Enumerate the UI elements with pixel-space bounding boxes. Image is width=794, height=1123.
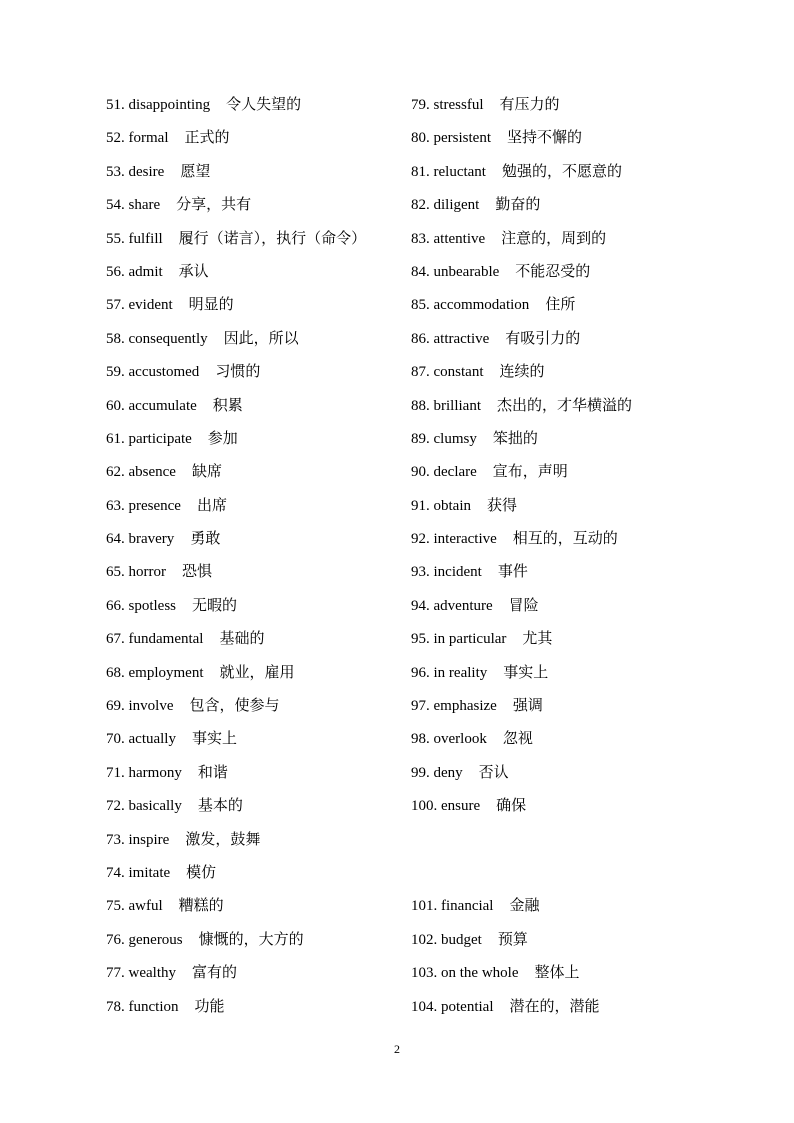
entry-word: attractive: [433, 330, 490, 347]
vocab-entry: [106, 155, 366, 188]
entry-word: bravery: [128, 531, 175, 548]
entry-translation: 履行（诺言），执行（命令）: [178, 228, 367, 247]
entry-translation: 明显的: [188, 295, 234, 314]
entry-word: brilliant: [433, 397, 481, 414]
entry-number: 82.: [411, 197, 430, 214]
entry-translation: 笨拙的: [492, 428, 538, 447]
entry-number: 68.: [106, 664, 125, 681]
entry-number: 53.: [106, 163, 125, 180]
vocab-entry: [411, 956, 632, 989]
list-gap: [411, 823, 632, 890]
right-vocab-column: [411, 88, 632, 1023]
vocab-entry: [106, 756, 366, 789]
entry-word: reluctant: [433, 163, 486, 180]
entry-word: generous: [128, 931, 183, 948]
vocab-entry: [106, 222, 366, 255]
entry-word: diligent: [433, 197, 480, 214]
entry-word: in particular: [433, 631, 507, 648]
entry-number: 59.: [106, 364, 125, 381]
vocab-entry: [106, 823, 366, 856]
entry-word: spotless: [128, 597, 177, 614]
entry-word: wealthy: [128, 965, 176, 982]
entry-number: 95.: [411, 631, 430, 648]
vocab-entry: [411, 589, 632, 622]
entry-translation: 杰出的，才华横溢的: [497, 395, 633, 414]
entry-number: 79.: [411, 97, 430, 113]
entry-number: 62.: [106, 464, 125, 481]
entry-word: obtain: [433, 497, 471, 514]
vocab-entry: [106, 355, 366, 388]
vocab-entry: [106, 889, 366, 922]
entry-word: imitate: [128, 864, 171, 881]
vocab-entry: [411, 155, 632, 188]
entry-number: 102.: [411, 931, 438, 948]
vocab-entry: [106, 856, 366, 889]
entry-number: 101.: [411, 898, 438, 915]
entry-translation: 慷慨的，大方的: [198, 929, 304, 948]
vocab-entry: [106, 990, 366, 1023]
entry-translation: 和谐: [197, 762, 228, 781]
vocab-entry: [411, 923, 632, 956]
entry-number: 85.: [411, 297, 430, 314]
vocab-entry: [411, 722, 632, 755]
entry-translation: 预算: [497, 929, 528, 948]
entry-number: 69.: [106, 698, 125, 715]
entry-translation: 参加: [207, 428, 238, 447]
entry-number: 84.: [411, 263, 430, 280]
vocab-entry: [411, 656, 632, 689]
vocab-entry: [411, 355, 632, 388]
entry-number: 56.: [106, 263, 125, 280]
entry-word: emphasize: [433, 698, 497, 715]
vocab-entry: [106, 121, 366, 154]
entry-word: horror: [128, 564, 166, 581]
vocab-entry: [411, 522, 632, 555]
entry-word: incident: [433, 564, 482, 581]
entry-word: absence: [128, 464, 176, 481]
vocab-entry: [106, 956, 366, 989]
entry-number: 90.: [411, 464, 430, 481]
entry-word: clumsy: [433, 430, 477, 447]
entry-translation: 模仿: [186, 862, 217, 881]
entry-number: 70.: [106, 731, 125, 748]
entry-word: actually: [128, 731, 176, 748]
entry-translation: 习惯的: [215, 362, 261, 381]
entry-translation: 强调: [512, 696, 543, 715]
vocab-entry: [411, 222, 632, 255]
entry-word: consequently: [128, 330, 208, 347]
entry-translation: 不能忍受的: [515, 261, 591, 280]
entry-number: 66.: [106, 597, 125, 614]
entry-translation: 尤其: [522, 629, 553, 648]
entry-translation: 宣布，声明: [492, 462, 568, 481]
entry-word: unbearable: [433, 263, 500, 280]
entry-translation: 因此，所以: [223, 328, 299, 347]
vocab-entry: [411, 255, 632, 288]
entry-translation: 令人失望的: [226, 95, 302, 113]
right-vocab-list-bottom: [411, 889, 632, 1023]
entry-number: 76.: [106, 931, 125, 948]
vocab-entry: [106, 422, 366, 455]
entry-translation: 相互的，互动的: [512, 529, 618, 548]
vocab-entry: [411, 121, 632, 154]
vocab-entry: [411, 789, 632, 822]
entry-translation: 注意的，周到的: [501, 228, 607, 247]
entry-number: 73.: [106, 831, 125, 848]
entry-number: 86.: [411, 330, 430, 347]
vocab-entry: [106, 489, 366, 522]
entry-word: declare: [433, 464, 477, 481]
vocab-entry: [411, 990, 632, 1023]
vocab-entry: [411, 88, 632, 121]
entry-word: on the whole: [441, 965, 519, 982]
entry-translation: 有吸引力的: [505, 328, 581, 347]
entry-number: 88.: [411, 397, 430, 414]
vocab-entry: [411, 188, 632, 221]
entry-word: participate: [128, 430, 192, 447]
entry-number: 57.: [106, 297, 125, 314]
entry-number: 61.: [106, 430, 125, 447]
entry-translation: 确保: [496, 796, 527, 815]
entry-translation: 住所: [545, 295, 576, 314]
entry-number: 54.: [106, 197, 125, 214]
entry-word: desire: [128, 163, 165, 180]
vocab-entry: [106, 555, 366, 588]
vocab-entry: [106, 188, 366, 221]
entry-word: ensure: [441, 798, 481, 815]
vocab-entry: [411, 322, 632, 355]
vocab-entry: [411, 422, 632, 455]
entry-word: employment: [128, 664, 204, 681]
entry-number: 60.: [106, 397, 125, 414]
entry-translation: 获得: [487, 495, 518, 514]
vocab-entry: [411, 555, 632, 588]
entry-word: function: [128, 998, 179, 1015]
entry-number: 104.: [411, 998, 438, 1015]
entry-translation: 正式的: [184, 128, 230, 147]
vocab-entry: [106, 589, 366, 622]
entry-translation: 承认: [178, 261, 209, 280]
entry-number: 72.: [106, 798, 125, 815]
entry-translation: 事件: [497, 562, 528, 581]
entry-word: deny: [433, 764, 463, 781]
entry-word: admit: [128, 263, 163, 280]
entry-word: inspire: [128, 831, 170, 848]
vocab-entry: [106, 923, 366, 956]
entry-word: accumulate: [128, 397, 197, 414]
entry-word: overlook: [433, 731, 487, 748]
vocab-entry: [411, 455, 632, 488]
entry-number: 77.: [106, 965, 125, 982]
entry-number: 67.: [106, 631, 125, 648]
entry-number: 71.: [106, 764, 125, 781]
entry-translation: 包含，使参与: [189, 696, 280, 715]
entry-word: adventure: [433, 597, 493, 614]
entry-translation: 有压力的: [499, 95, 560, 113]
vocab-entry: [411, 389, 632, 422]
entry-number: 78.: [106, 998, 125, 1015]
entry-translation: 无暇的: [192, 595, 238, 614]
entry-translation: 基础的: [219, 629, 265, 648]
vocab-entry: [106, 88, 366, 121]
vocab-entry: [106, 789, 366, 822]
entry-number: 80.: [411, 130, 430, 147]
vocab-entry: [106, 455, 366, 488]
entry-number: 75.: [106, 898, 125, 915]
entry-word: constant: [433, 364, 484, 381]
entry-number: 63.: [106, 497, 125, 514]
entry-word: financial: [441, 898, 494, 915]
entry-number: 91.: [411, 497, 430, 514]
entry-number: 87.: [411, 364, 430, 381]
entry-word: accommodation: [433, 297, 530, 314]
vocab-entry: [411, 756, 632, 789]
entry-word: presence: [128, 497, 181, 514]
entry-translation: 冒险: [508, 595, 539, 614]
entry-number: 83.: [411, 230, 430, 247]
entry-number: 55.: [106, 230, 125, 247]
entry-translation: 缺席: [191, 462, 222, 481]
entry-number: 94.: [411, 597, 430, 614]
entry-number: 89.: [411, 430, 430, 447]
entry-translation: 整体上: [534, 963, 580, 982]
entry-translation: 富有的: [191, 963, 237, 982]
vocab-entry: [106, 722, 366, 755]
entry-number: 51.: [106, 97, 125, 113]
vocab-entry: [106, 389, 366, 422]
entry-translation: 勉强的，不愿意的: [501, 161, 622, 180]
entry-translation: 事实上: [503, 662, 549, 681]
entry-word: persistent: [433, 130, 491, 147]
entry-translation: 勤奋的: [495, 195, 541, 214]
entry-number: 65.: [106, 564, 125, 581]
entry-translation: 事实上: [191, 729, 237, 748]
vocab-entry: [106, 522, 366, 555]
vocab-entry: [106, 622, 366, 655]
vocab-entry: [411, 622, 632, 655]
entry-word: fundamental: [128, 631, 204, 648]
entry-word: share: [128, 197, 161, 214]
vocab-entry: [106, 656, 366, 689]
entry-word: involve: [128, 698, 174, 715]
entry-number: 81.: [411, 163, 430, 180]
entry-word: fulfill: [128, 230, 163, 247]
entry-number: 103.: [411, 965, 438, 982]
entry-translation: 连续的: [499, 362, 545, 381]
entry-word: interactive: [433, 531, 497, 548]
entry-number: 100.: [411, 798, 438, 815]
vocab-entry: [106, 255, 366, 288]
entry-word: budget: [441, 931, 482, 948]
entry-word: in reality: [433, 664, 488, 681]
vocab-entry: [106, 288, 366, 321]
entry-word: evident: [128, 297, 173, 314]
entry-word: basically: [128, 798, 182, 815]
entry-translation: 基本的: [197, 796, 243, 815]
vocab-entry: [411, 489, 632, 522]
entry-translation: 出席: [196, 495, 227, 514]
entry-translation: 糟糕的: [178, 896, 224, 915]
entry-translation: 就业，雇用: [219, 662, 295, 681]
page-number: 2: [394, 1042, 400, 1056]
vocab-entry: [411, 288, 632, 321]
entry-translation: 勇敢: [190, 529, 221, 548]
entry-word: attentive: [433, 230, 486, 247]
entry-word: disappointing: [128, 97, 211, 113]
right-vocab-list-top: [411, 88, 632, 823]
entry-word: awful: [128, 898, 163, 915]
entry-translation: 积累: [212, 395, 243, 414]
entry-number: 92.: [411, 531, 430, 548]
entry-translation: 坚持不懈的: [507, 128, 583, 147]
entry-translation: 金融: [509, 896, 540, 915]
entry-number: 97.: [411, 698, 430, 715]
vocab-entry: [411, 889, 632, 922]
entry-translation: 潜在的，潜能: [509, 996, 600, 1015]
entry-translation: 功能: [194, 996, 225, 1015]
entry-word: harmony: [128, 764, 182, 781]
entry-translation: 忽视: [502, 729, 533, 748]
entry-word: stressful: [433, 97, 484, 113]
left-vocab-column: [106, 88, 366, 1023]
entry-number: 74.: [106, 864, 125, 881]
entry-number: 58.: [106, 330, 125, 347]
entry-number: 64.: [106, 531, 125, 548]
entry-word: potential: [441, 998, 494, 1015]
entry-translation: 激发，鼓舞: [185, 829, 261, 848]
entry-number: 96.: [411, 664, 430, 681]
entry-number: 98.: [411, 731, 430, 748]
entry-word: formal: [128, 130, 169, 147]
entry-number: 52.: [106, 130, 125, 147]
entry-number: 99.: [411, 764, 430, 781]
entry-translation: 愿望: [180, 161, 211, 180]
entry-number: 93.: [411, 564, 430, 581]
entry-translation: 否认: [478, 762, 509, 781]
vocab-entry: [411, 689, 632, 722]
vocab-entry: [106, 689, 366, 722]
vocab-entry: [106, 322, 366, 355]
entry-translation: 恐惧: [182, 562, 213, 581]
entry-word: accustomed: [128, 364, 200, 381]
entry-translation: 分享，共有: [176, 195, 252, 214]
